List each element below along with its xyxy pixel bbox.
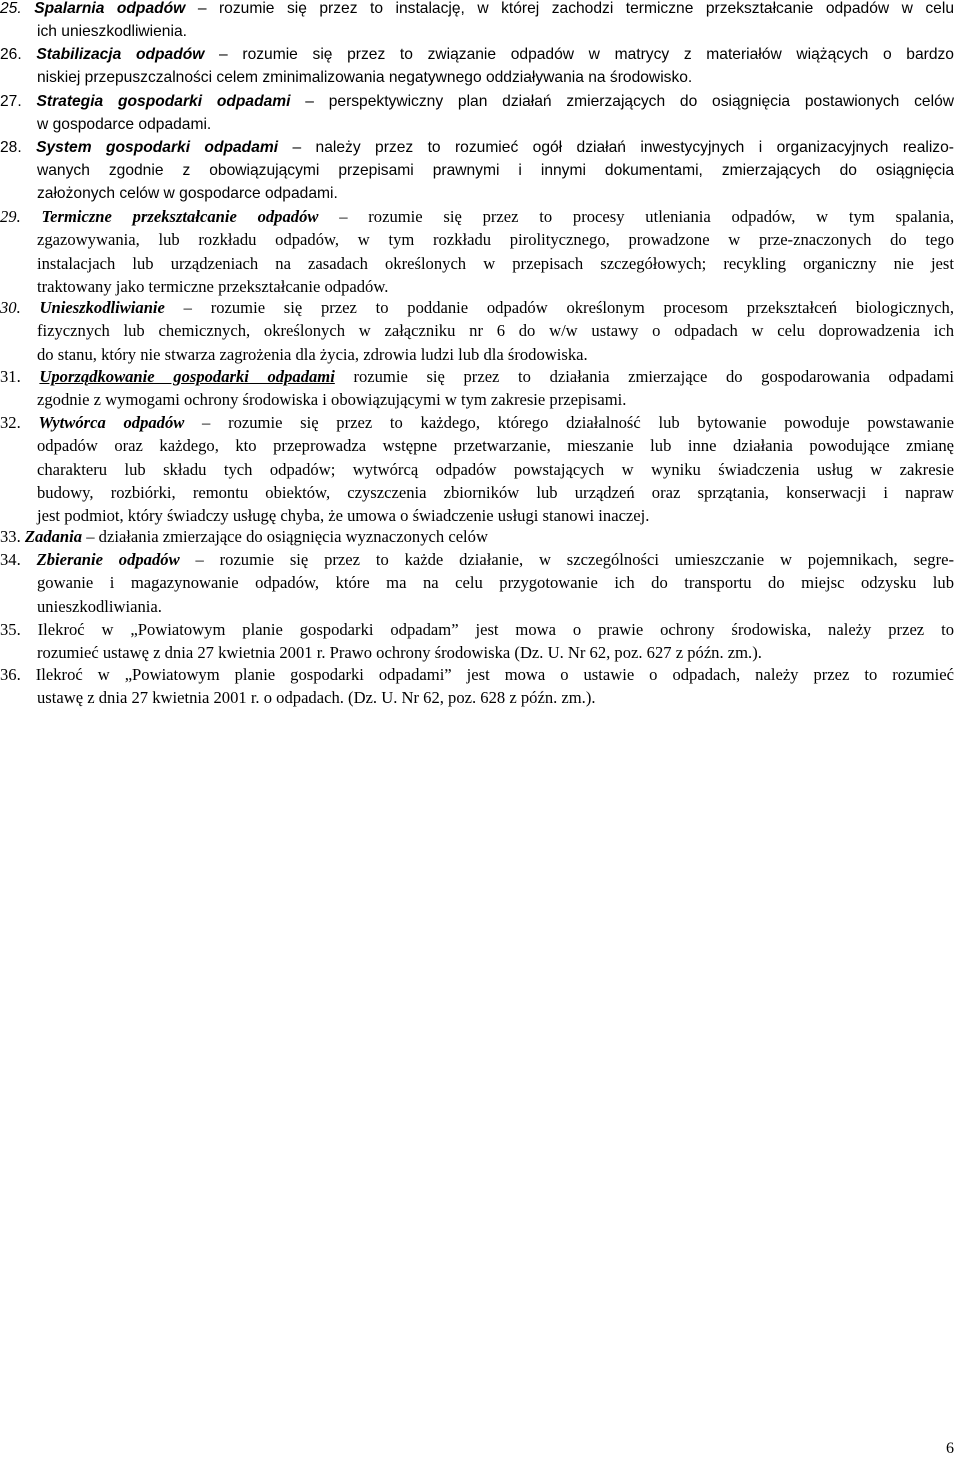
definition-term: Wytwórca odpadów [38,413,185,432]
definition-text: wanych zgodnie z obowiązującymi przepisami prawnymi i innymi dokumentami, zmierzających do osiągnięcia [37,162,954,179]
definition-text: zgazowywania, lub rozkładu odpadów, w tym rozkładu pirolitycznego, prowadzone w prze-znaczonych do tego [37,230,954,250]
definition-text: założonych celów w gospodarce odpadami. [37,185,338,202]
definition-text: charakteru lub składu tych odpadów; wytwórcą odpadów powstających w wyniku świadczenia usług w zakresie [37,459,954,479]
definition-text: – rozumie się przez to procesy utleniania odpadów, w tym spalania, [318,207,954,226]
definition-text: do stanu, który nie stwarza zagrożenia dla życia, zdrowia ludzi lub dla środowiska. [37,344,588,364]
definition-term: Spalarnia odpadów [34,0,186,17]
definition-number: 31. [0,367,21,386]
definition-text: rozumieć ustawę z dnia 27 kwietnia 2001 r. Prawo ochrony środowiska (Dz. U. Nr 62, poz. 627 z późn. zm.). [37,643,762,663]
definition-number: 33. [0,527,21,546]
definition-term: Stabilizacja odpadów [36,46,205,63]
definition-number: 25. [0,0,22,17]
definition-text: Ilekroć w „Powiatowym planie gospodarki odpadami” jest mowa o ustawie o odpadach, należy przez to rozumieć [35,665,954,684]
definition-text: ich unieszkodliwienia. [37,23,187,40]
page-number: 6 [946,1440,954,1457]
definition-text: niskiej przepuszczalności celem zminimalizowania negatywnego oddziaływania na środowisko. [37,69,693,86]
definition-text: zgodnie z wymogami ochrony środowiska i obowiązującymi w tym zakresie przepisami. [37,390,627,410]
definition-text: jest podmiot, który świadczy usługę chyba, że umowa o świadczenie usługi stanowi inaczej. [37,506,650,526]
definition-text: rozumie się przez to działania zmierzające do gospodarowania odpadami [334,367,954,386]
definition-text: instalacjach lub urządzeniach na zasadach określonych w przepisach szczegółowych; recykling organiczny nie jest [37,253,954,273]
definition-number: 32. [0,413,21,432]
definition-term: Unieszkodliwianie [39,298,165,317]
definition-text: – rozumie się przez to każde działanie, w szczególności umieszczanie w pojemnikach, segre- [179,550,955,569]
definition-number: 26. [0,46,22,63]
definition-term: System gospodarki odpadami [36,139,279,156]
definition-term: Uporządkowanie gospodarki odpadami [39,367,335,386]
definition-term: Termiczne przekształcanie odpadów [41,207,319,226]
definition-number: 30. [0,298,21,317]
definition-text: – perspektywiczny plan działań zmierzających do osiągnięcia postawionych celów [290,93,955,110]
definition-term: Strategia gospodarki odpadami [36,93,291,110]
definition-term: Zadania [24,527,83,546]
definition-text: gowanie i magazynowanie odpadów, które ma na celu przygotowanie ich do transportu do miejsc odzysku lub [37,573,954,593]
definition-number: 27. [0,93,22,110]
definition-number: 29. [0,207,21,226]
definition-number: 36. [0,665,21,684]
definition-text: w gospodarce odpadami. [37,116,212,133]
definition-text: unieszkodliwiania. [37,596,162,616]
definition-text: – działania zmierzające do osiągnięcia wyznaczonych celów [82,527,488,546]
definition-text: odpadów oraz każdego, kto przeprowadza wstępne przetwarzanie, mieszanie lub inne działania powodujące zmianę [37,436,954,456]
definition-text: – należy przez to rozumieć ogół działań inwestycyjnych i organizacyjnych realizo- [278,139,954,156]
definition-text: – rozumie się przez to każdego, którego działalność lub bytowanie powoduje powstawanie [184,413,954,432]
definition-number: 34. [0,550,21,569]
definition-number: 28. [0,139,22,156]
definition-text: ustawę z dnia 27 kwietnia 2001 r. o odpadach. (Dz. U. Nr 62, poz. 628 z późn. zm.). [37,688,596,708]
definition-text: budowy, rozbiórki, remontu obiektów, czyszczenia zbiorników lub urządzeń oraz sprzątania, konserwacji i napraw [37,482,954,502]
definition-text: traktowany jako termiczne przekształcanie odpadów. [37,276,389,296]
definition-text: – rozumie się przez to poddanie odpadów określonym procesom przekształceń biologicznych, [164,298,954,317]
definition-text: – rozumie się przez to związanie odpadów w matrycy z materiałów wiążących o bardzo [204,46,954,63]
definition-term: Zbieranie odpadów [36,550,180,569]
definition-number: 35. [0,620,21,639]
definition-text: – rozumie się przez to instalację, w której zachodzi termiczne przekształcanie odpadów w celu [185,0,954,17]
definition-text: fizycznych lub chemicznych, określonych w załączniku nr 6 do w/w ustawy o odpadach w celu doprowadzenia ich [37,321,954,341]
definition-text: Ilekroć w „Powiatowym planie gospodarki odpadam” jest mowa o prawie ochrony środowiska, należy przez to [37,620,954,639]
